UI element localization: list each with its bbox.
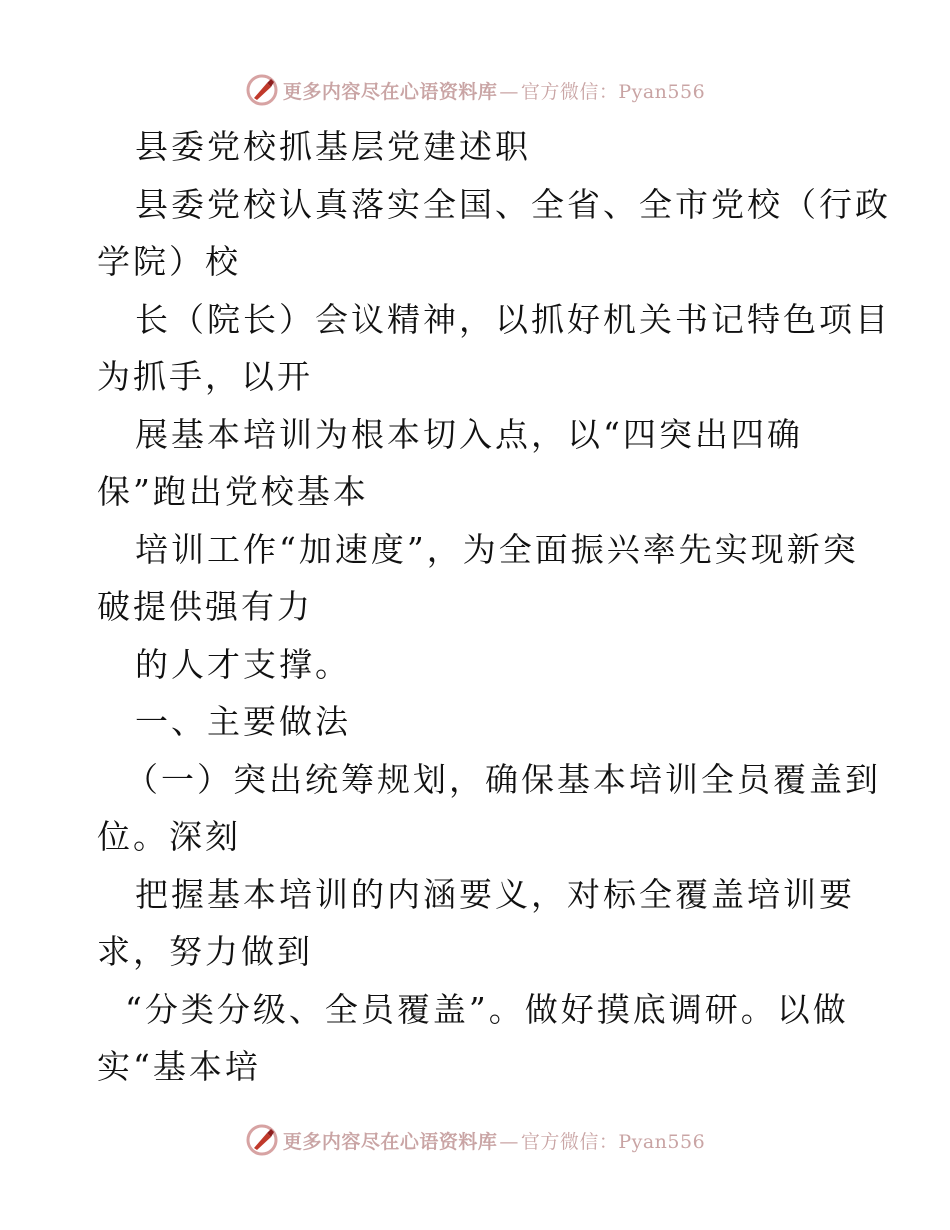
watermark-text-main: 更多内容尽在心语资料库 <box>282 80 498 103</box>
watermark-header <box>0 70 950 110</box>
document-title: 县委党校抓基层党建述职 <box>135 127 531 166</box>
section-heading: 一、主要做法 <box>135 702 351 741</box>
paragraph-line: 县委党校认真落实全国、全省、全市党校（行政 <box>135 184 891 224</box>
paragraph-line: 把握基本培训的内涵要义，对标全覆盖培训要 <box>135 874 855 914</box>
subsection-heading: （一）突出统筹规划，确保基本培训全员覆盖到 <box>125 759 881 799</box>
paragraph-line: “分类分级、全员覆盖”。做好摸底调研。以做 <box>125 989 849 1029</box>
watermark-text-wechat: 官方微信：Pyan556 <box>520 1130 706 1153</box>
watermark-separator: — <box>499 1130 519 1153</box>
paragraph-line: 位。深刻 <box>97 817 241 856</box>
paragraph-line: 展基本培训为根本切入点，以“四突出四确 <box>135 414 803 454</box>
paragraph-line: 的人才支撑。 <box>135 644 351 684</box>
paragraph-line: 为抓手，以开 <box>97 357 313 396</box>
watermark-footer <box>0 1120 950 1160</box>
paragraph-line: 长（院长）会议精神，以抓好机关书记特色项目 <box>135 299 891 339</box>
watermark-separator: — <box>499 80 519 103</box>
paragraph-line: 学院）校 <box>97 242 241 281</box>
watermark-text-wechat: 官方微信：Pyan556 <box>520 80 706 103</box>
paragraph-line: 保”跑出党校基本 <box>97 472 369 511</box>
watermark-text-main: 更多内容尽在心语资料库 <box>282 1130 498 1153</box>
paragraph-line: 实“基本培 <box>97 1047 261 1086</box>
document-body <box>97 118 891 1096</box>
pen-nib-seal-logo-icon <box>245 1123 279 1157</box>
paragraph-line: 培训工作“加速度”，为全面振兴率先实现新突 <box>135 529 859 569</box>
paragraph-line: 求，努力做到 <box>97 932 313 971</box>
pen-nib-seal-logo-icon <box>245 73 279 107</box>
paragraph-line: 破提供强有力 <box>97 587 313 626</box>
